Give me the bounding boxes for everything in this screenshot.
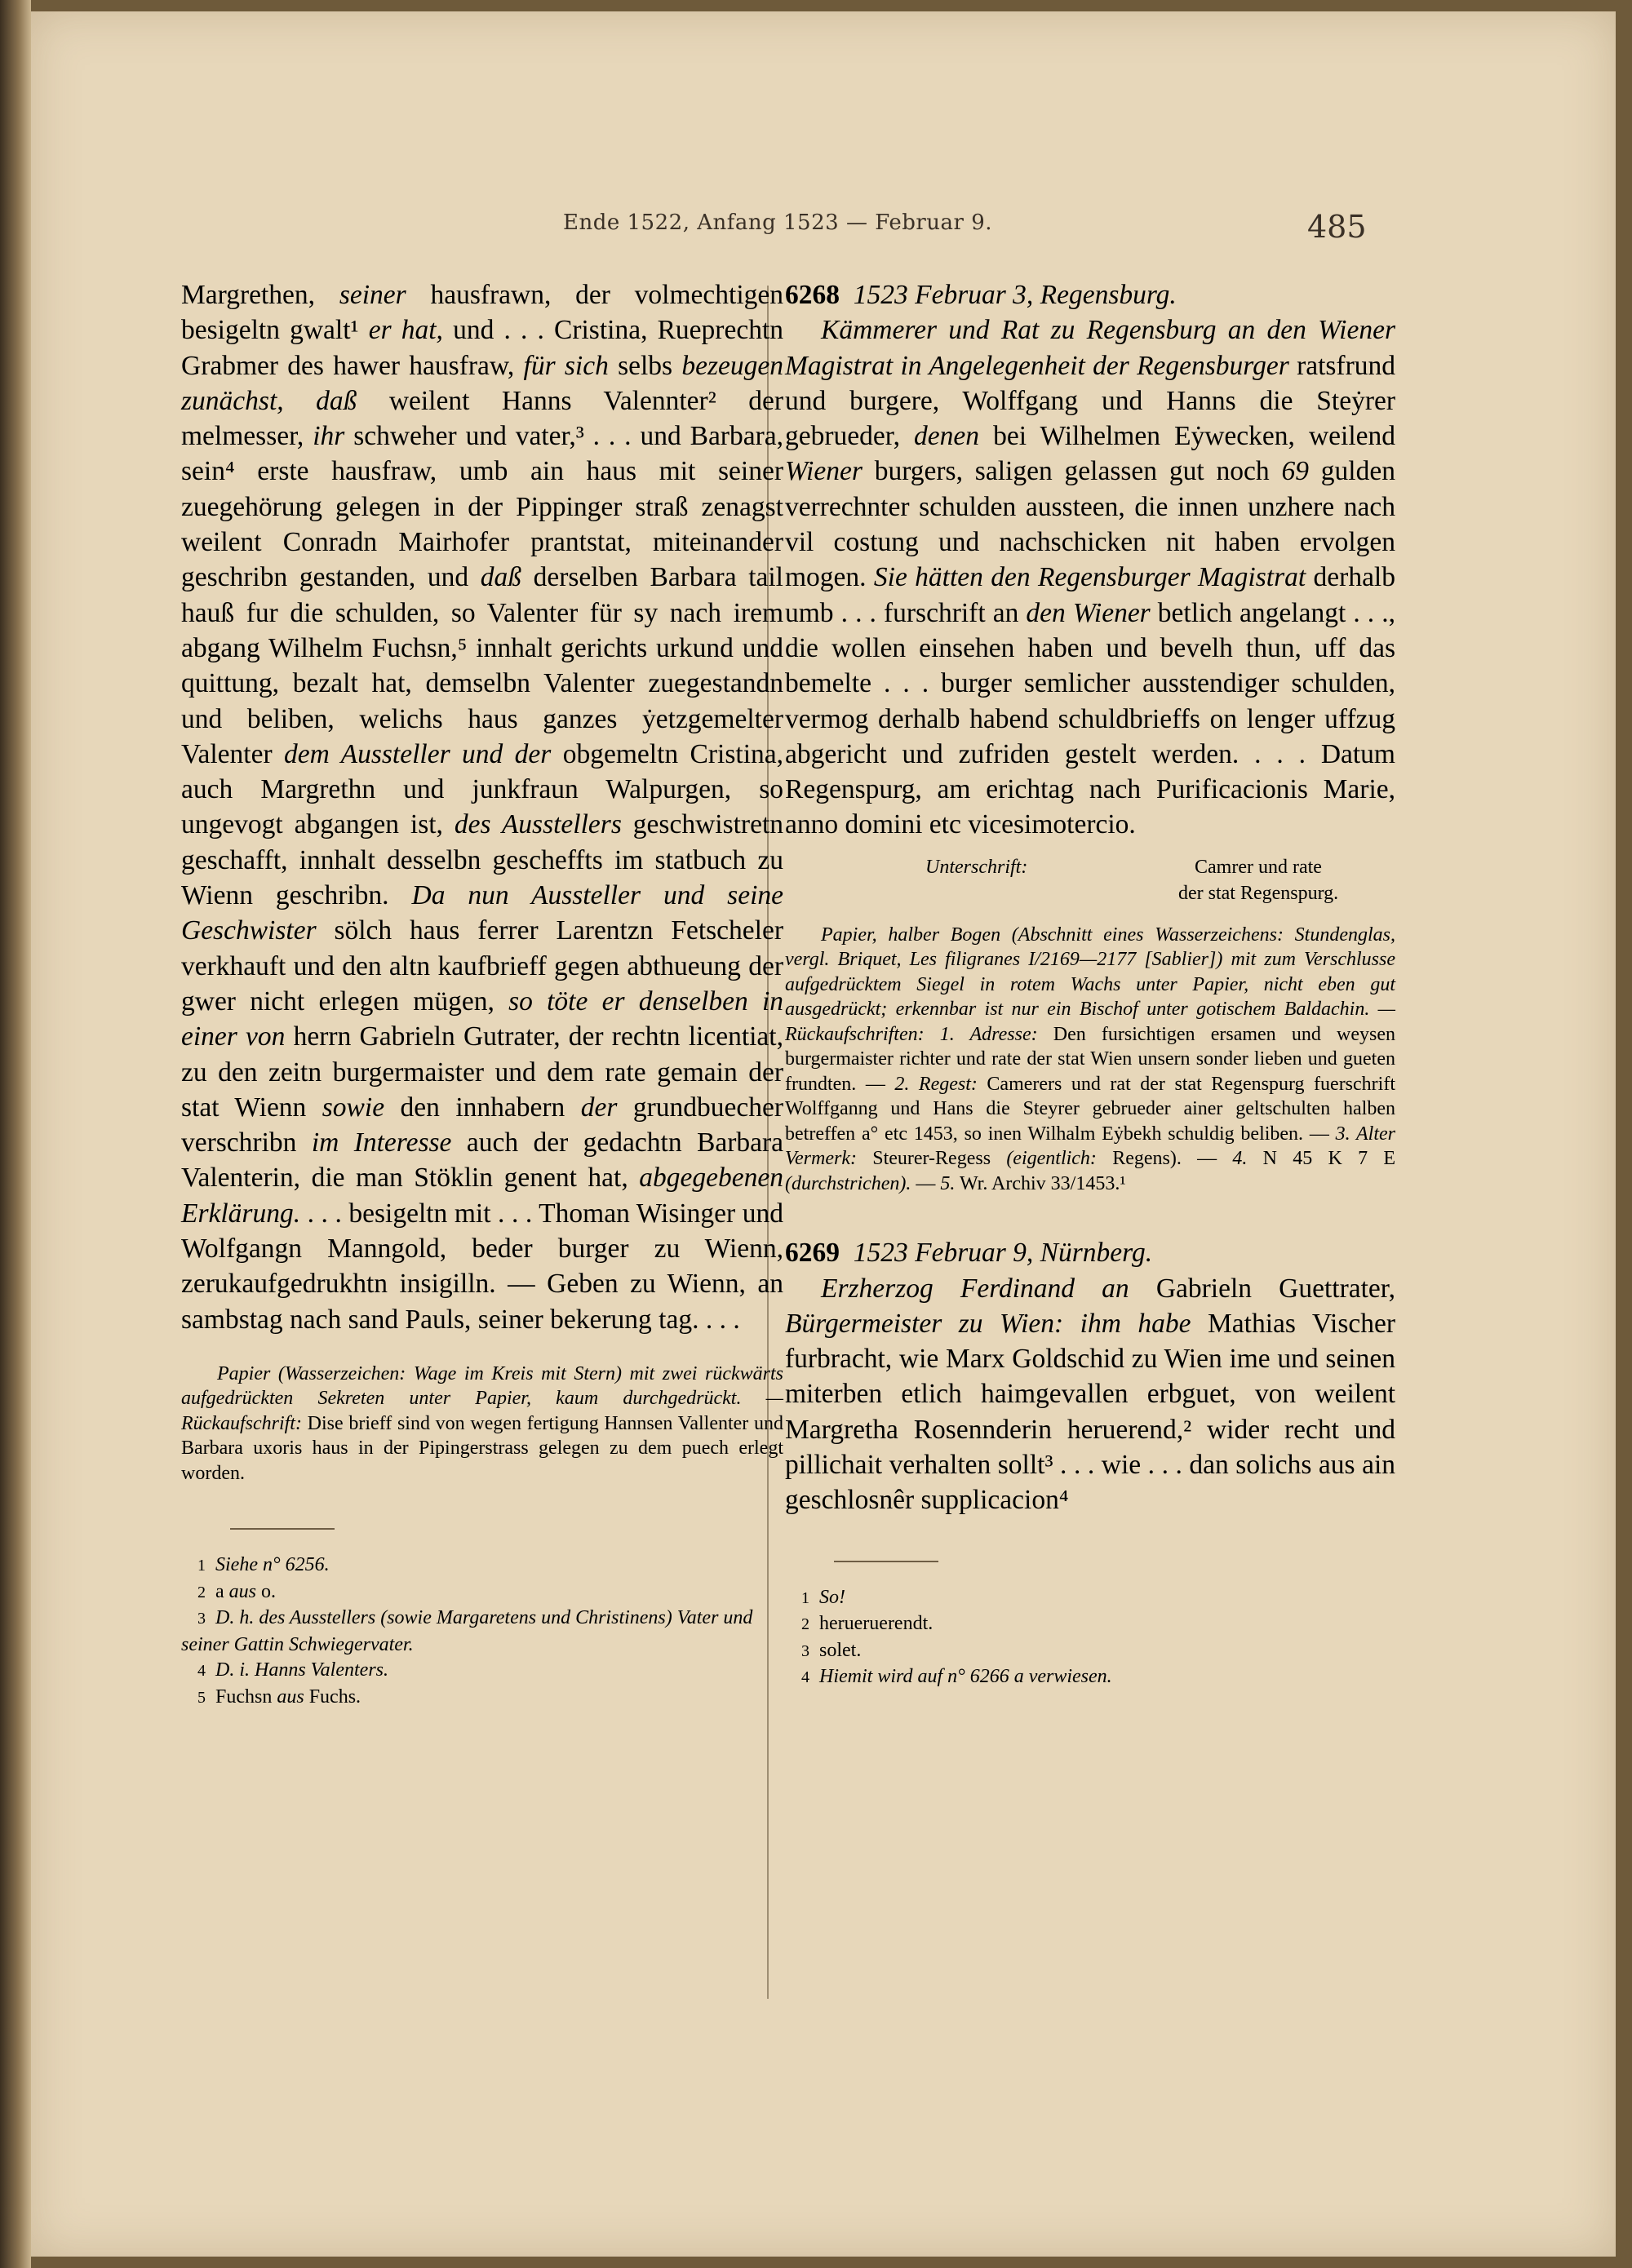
footnote-number: 4 [197,1662,206,1681]
footnote-number: 2 [801,1615,809,1634]
text-run: D. i. Hanns Valenters. [215,1659,388,1681]
text-run: für sich [523,350,609,381]
text-run: so töte er denselben in einer von [181,986,784,1052]
doc-6268-archival-note [785,923,1395,1197]
text-run: Erzherzog Ferdinand an [821,1273,1129,1304]
text-run: abgegebenen Erklärung. [181,1163,783,1229]
text-run: obgemeltn Cristina, auch Margrethn und junkfraun Walpurgen, so ungevogt abgangen ist, [181,738,783,840]
text-run: Papier, halber Bogen (Abschnitt eines Wasserzeichens: Stundenglas, vergl. Briquet, Les filigranes I/2169—2177 [Sablier]) mit zum Verschlusse aufgedrücktem Siegel in rotem Wachs unter Papier, nicht eben gut ausgedrückt; erkennbar ist nur ein Bischof unter gotischem Baldachin. — Rückaufschriften: 1. Adresse: [785,924,1395,1045]
footnote-number: 2 [197,1583,206,1601]
text-run: Fuchs. [304,1685,361,1708]
text-run: 3. Alter Vermerk: [785,1123,1395,1170]
footnote [785,1585,1395,1612]
text-run: 4. [1232,1148,1248,1170]
text-run: den innhabern [384,1092,581,1123]
text-run: Fuchsn [215,1685,277,1708]
text-run: ihr [313,421,345,452]
text-run: N 45 K 7 E [1247,1148,1396,1170]
text-run: geschwistretn geschafft, innhalt desselbn gescheffts im statbuch zu Wienn geschribn. [181,809,784,911]
text-run: . . . besigeltn mit . . . Thoman Wisinger und Wolfgangn Manngold, beder burger zu Wienn, zerukaufgedrukhtn insigilln. — Geben zu Wienn, an sambstag nach sand Pauls, seiner bekerung tag. . . . [181,1198,783,1335]
text-run: derselben Barbara tail hauß fur die schulden, so Valenter für sy nach irem abgang Wilhelm Fuchsn,⁵ innhalt gerichts urkund und quittung, bezalt hat, demselbn Valenter zuegestandn und beliben, welichs haus ganzes ẏetzgemelter Valenter [181,562,783,769]
doc-6269-heading [785,1235,1395,1270]
text-run: Papier (Wasserzeichen: Wage im Kreis mit Stern) mit zwei rückwärts aufgedrückten Sekreten unter Papier, kaum durchgedrückt. — Rückaufschrift: [181,1362,783,1434]
doc-6268-signature [785,854,1395,906]
doc-6269-number: 6269 [785,1238,840,1269]
text-run: 2. Regest: [894,1073,978,1095]
text-run: Wiener [785,456,863,487]
footnote [785,1638,1395,1665]
text-run: So! [819,1586,845,1608]
text-run: D. h. des Ausstellers (sowie Margaretens und Christinens) Vater und seiner Gattin Schwiegervater. [181,1607,753,1655]
text-run: im Interesse [311,1127,452,1158]
page-number: 485 [1307,209,1367,245]
text-run: er hat, [368,315,443,346]
text-run: Siehe n° 6256. [215,1554,330,1576]
text-run: o. [256,1580,276,1602]
text-run: sölch haus ferrer Larentzn Fetscheler verkhauft und den altn kaufbrieff gegen abthueung der gwer nicht erlegen mügen, [181,915,783,1017]
text-run: solet. [819,1639,862,1661]
footnote-number: 1 [197,1557,206,1575]
right-footnotes [785,1585,1395,1691]
text-run: weilent Hanns Valennter² der melmesser, [181,385,783,452]
text-run: herueruerendt. [819,1613,934,1635]
text-run: daß [480,562,521,593]
text-run: aus [228,1580,256,1602]
footnote [181,1579,783,1606]
footnote-rule [834,1561,938,1562]
text-run: burgers, saligen gelassen gut noch [862,456,1282,487]
doc-6268-date: 1523 Februar 3, Regensburg. [853,280,1177,310]
text-run: ratsfrund und burgere, Wolffgang und Hanns die Steẏrer gebrueder, [785,350,1395,452]
text-run: hausfrawn, der volmechtigen besigeltn gwalt¹ [181,280,783,346]
doc-6269-date: 1523 Februar 9, Nürnberg. [853,1238,1153,1269]
text-run: 5. [940,1172,956,1194]
footnote [785,1664,1395,1691]
text-run: (durchstrichen). [785,1172,911,1194]
text-run: 69 [1281,456,1309,487]
doc-6268-text [785,312,1395,842]
text-run: Regens). — [1096,1148,1233,1170]
doc-6268-heading [785,277,1395,312]
left-column [181,277,783,1711]
signature-label: Unterschrift: [925,856,1028,878]
footnote-number: 5 [197,1688,206,1707]
text-run: a [215,1580,229,1602]
text-run: Den fursichtigen ersamen und weysen burgermaister richter und rate der stat Wien unsern sonder lieben und gueten frundten. — [785,1023,1395,1095]
signature-line-1: Camrer und rate [1195,856,1322,878]
text-run: Camerers und rat der stat Regenspurg fuerschrift Wolffganng und Hans die Steyrer gebrueder ainer geltschulten halben betreffen a° etc 1453, so inen Wilhalm Eẏbekh schuldig beliben. — [785,1073,1395,1145]
book-spine [0,0,31,2268]
footnote-number: 3 [801,1641,809,1660]
text-run: betlich angelangt . . ., die wollen einsehen haben und bevelh thun, uff das bemelte . . . burger semlicher ausstendiger schulden, vermog derhalb habend schuldbrieffs on lenger uffzug abgericht und zufriden gestelt werden. . . . Datum Regenspurg, am erichtag nach Purificacionis Marie, anno domini etc vicesimotercio. [785,597,1395,840]
text-run: (eigentlich: [1006,1148,1097,1170]
footnote-rule [230,1528,335,1530]
footnote [181,1606,783,1658]
text-run: des Ausstellers [454,809,622,840]
text-run: Gabrieln Guettrater, [1129,1273,1395,1304]
text-run: Bürgermeister zu Wien: ihm habe [785,1308,1191,1339]
doc-6269-text [785,1271,1395,1518]
left-footnotes [181,1553,783,1711]
running-title: Ende 1522, Anfang 1523 — Februar 9. [563,210,993,235]
text-run: auch der gedachtn Barbara Valenterin, die man Stöklin genent hat, [181,1127,783,1194]
text-run: dem Aussteller und der [284,738,552,769]
text-run: Sie hätten den Regensburger Magistrat [873,562,1306,593]
text-run: sowie [322,1092,385,1123]
footnote-number: 3 [197,1610,206,1628]
text-run: schweher und vater,³ . . . und Barbara, sein⁴ erste hausfraw, umb ain haus mit seiner zuegehörung gelegen in der Pippinger straß zenagst weilent Conradn Mairhofer prantstat, miteinander geschribn gestanden, und [181,421,783,593]
footnote-number: 1 [801,1588,809,1607]
text-run: selbs [608,350,682,381]
footnote [181,1685,783,1712]
text-run: derhalb umb . . . furschrift an [785,562,1395,628]
text-run: bei Wilhelmen Eẏwecken, weilend [979,421,1396,452]
text-run: — [911,1172,941,1194]
footnote [785,1611,1395,1638]
text-run: gulden verrechnter schulden aussteen, die innen unzhere nach vil costung und nachschicken nit haben ervolgen mogen. [785,456,1395,593]
text-run: Margrethen, [181,280,339,310]
text-run: den Wiener [1026,597,1151,628]
signature-lines [1121,854,1338,906]
text-run: Da nun Aussteller und seine Geschwister [181,880,783,946]
text-run: herrn Gabrieln Gutrater, der rechtn licentiat, zu den zeitn burgermaister und dem rate gemain der stat Wienn [181,1021,783,1123]
text-run: Kämmerer und Rat zu Regensburg an den Wiener Magistrat in Angelegenheit der Regensburger [785,315,1395,381]
text-run: aus [277,1685,304,1708]
signature-line-2: der stat Regenspurg. [1178,882,1339,904]
text-run: seiner [339,280,406,310]
footnote [181,1658,783,1685]
footnote-number: 4 [801,1668,809,1687]
text-run: Steurer-Regess [856,1148,1007,1170]
text-run: grundbuecher verschribn [181,1092,784,1158]
text-run: Hiemit wird auf n° 6266 a verwiesen. [819,1666,1112,1688]
left-body-text [181,277,783,1337]
text-run: Wr. Archiv 33/1453.¹ [955,1172,1126,1194]
footnote [181,1553,783,1579]
left-archival-note [181,1362,783,1486]
doc-6268-number: 6268 [785,280,840,310]
text-run: Dise brieff sind von wegen fertigung Hannsen Vallenter und Barbara uxoris haus in der Pipingerstrass gelegen zu dem puech erlegt worden. [181,1412,783,1484]
text-run: denen [914,421,980,452]
text-run: der [580,1092,618,1123]
text-run: und . . . Cristina, Rueprechtn Grabmer des hawer hausfraw, [181,315,784,381]
right-column [785,277,1395,1691]
text-run: Mathias Vischer furbracht, wie Marx Goldschid zu Wien ime und seinen miterben etlich haimgevallen erbguet, von weilent Margretha Rosennderin heruerend,² wider recht und pillichait verhalten sollt³ . . . wie . . . dan solichs aus ain geschlosnêr supplicacion⁴ [785,1308,1395,1516]
text-run: bezeugen zunächst, daß [181,350,783,416]
